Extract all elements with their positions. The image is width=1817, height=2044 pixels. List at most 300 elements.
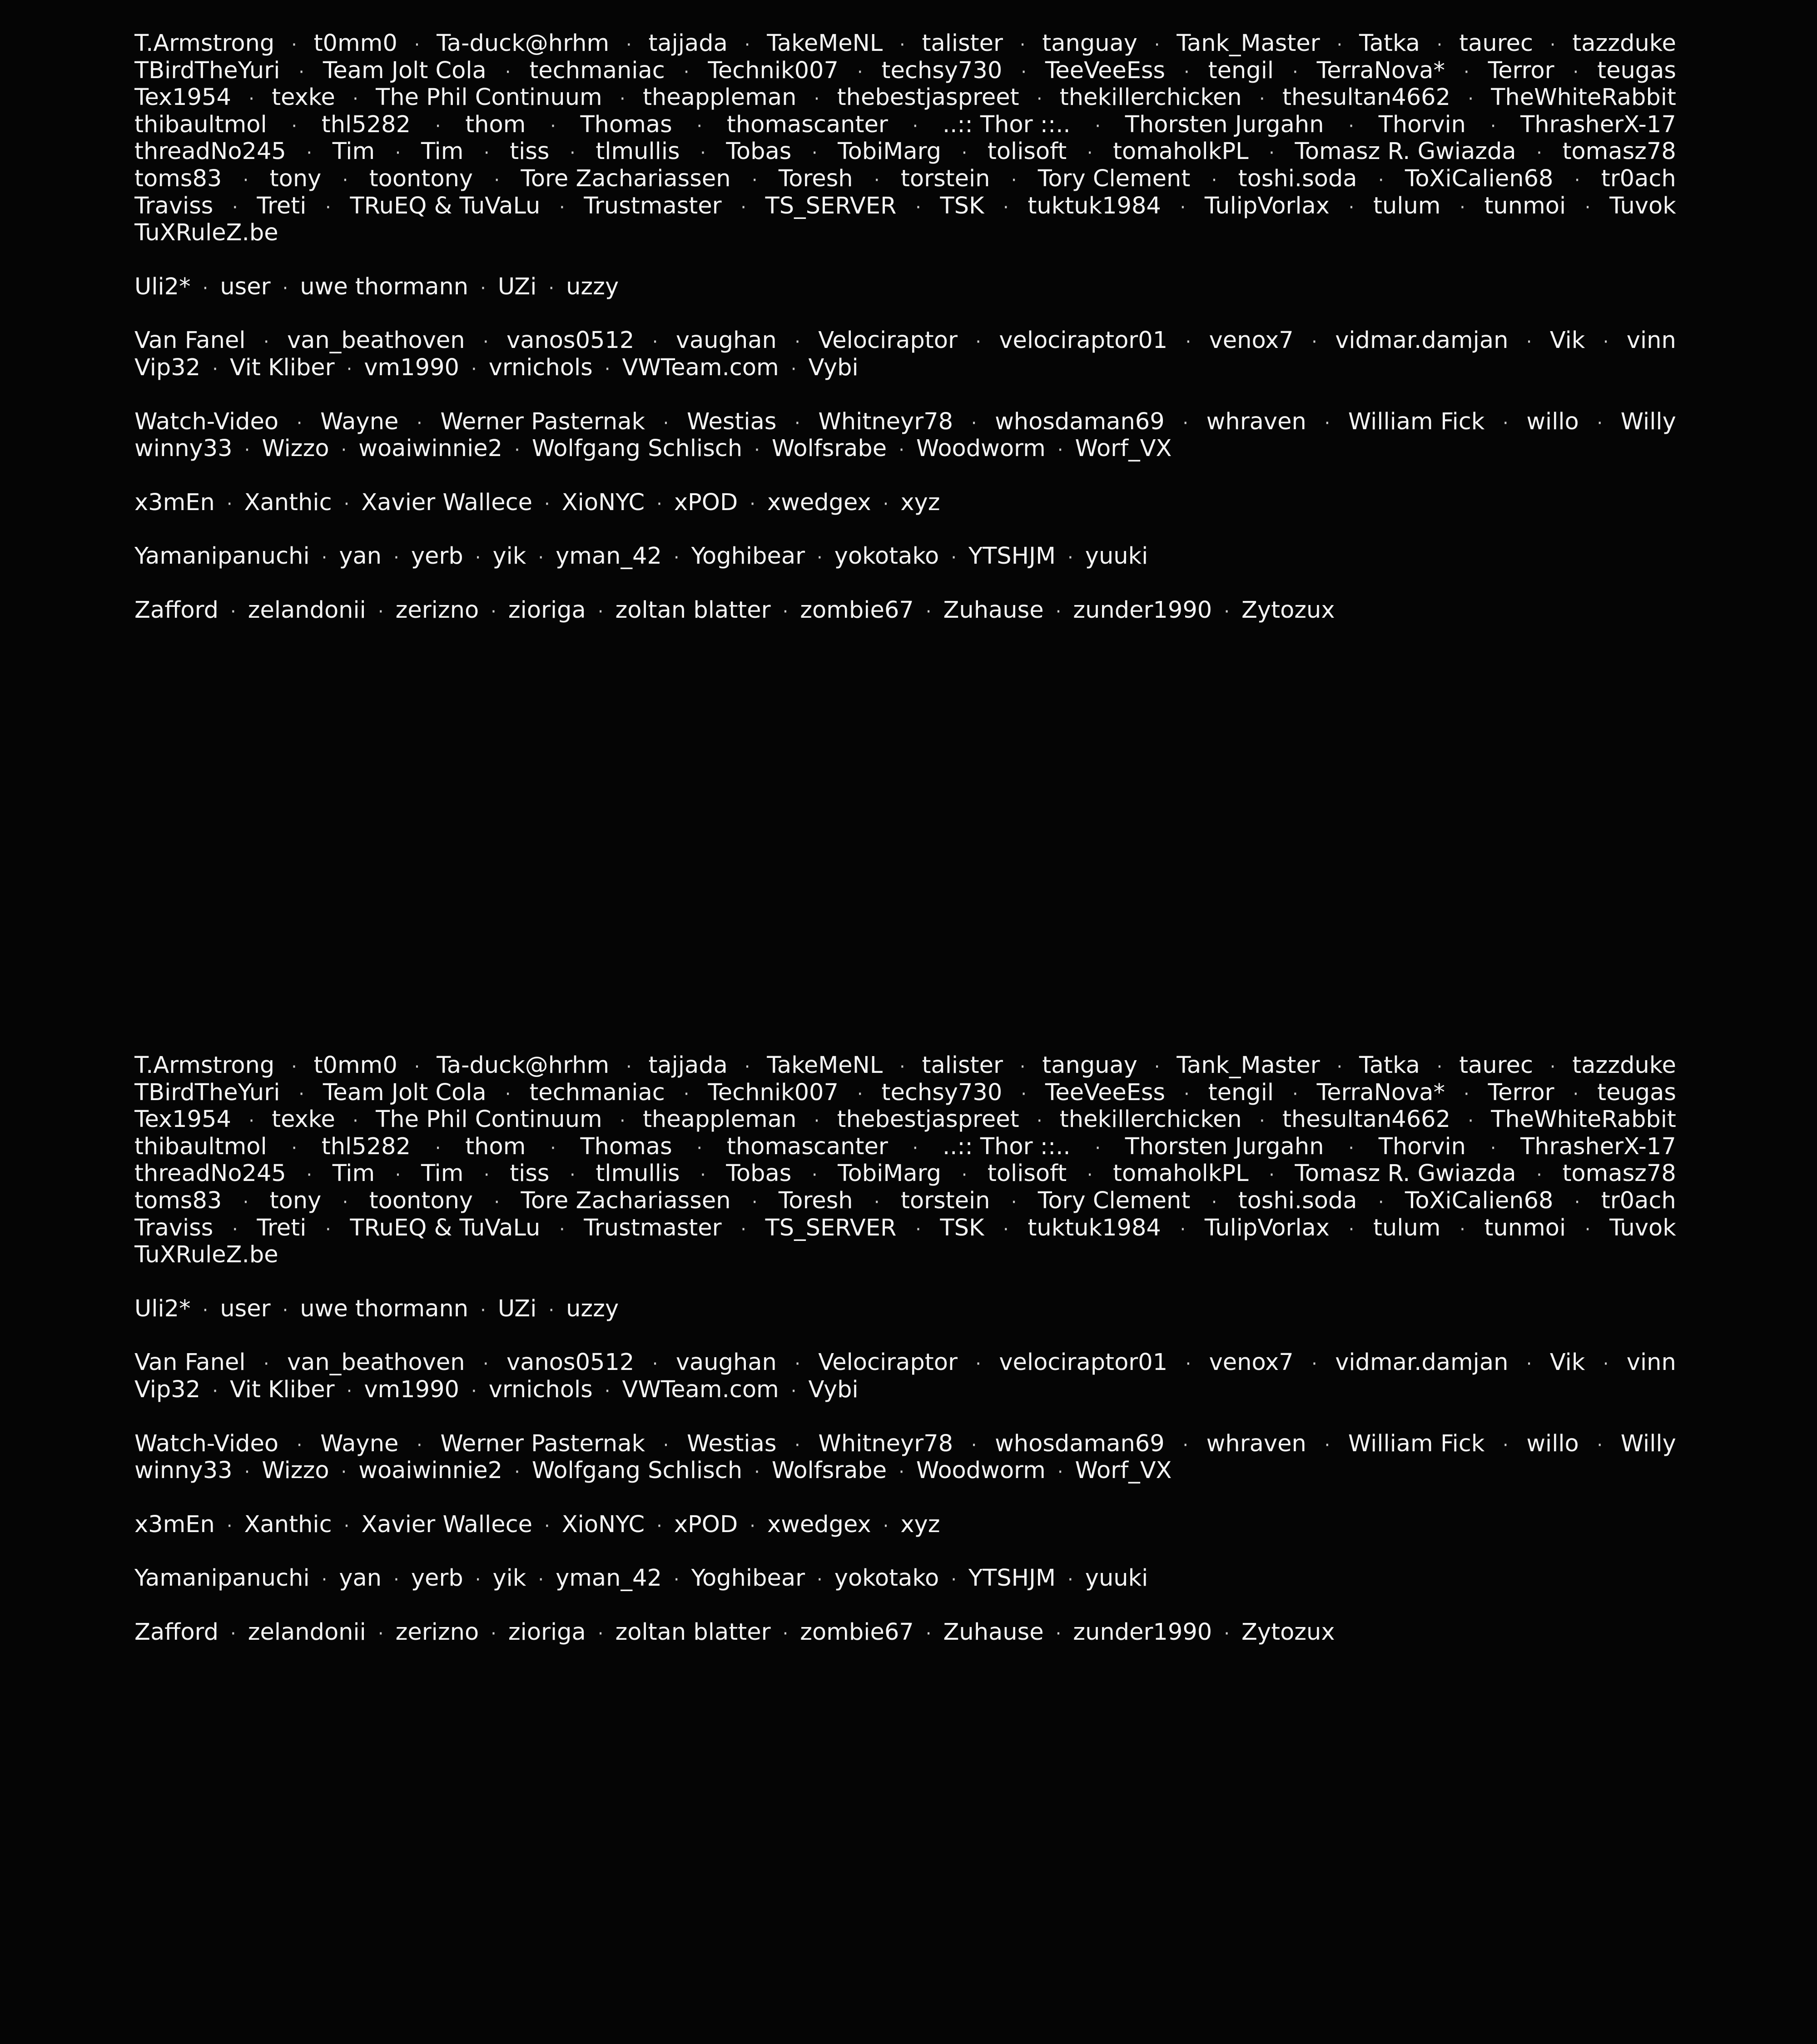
contributor-name: tiss (510, 138, 550, 165)
separator-dot: · (263, 1354, 269, 1375)
contributor-name: Vip32 (134, 354, 201, 381)
contributor-name: Tomasz R. Gwiazda (1295, 1160, 1516, 1187)
contributor-name: tomaholkPL (1113, 138, 1249, 165)
separator-dot: · (417, 1434, 422, 1456)
separator-dot: · (243, 1191, 249, 1213)
separator-dot: · (480, 278, 486, 299)
separator-dot: · (1460, 1219, 1465, 1240)
contributor-name: zioriga (508, 596, 586, 624)
separator-dot: · (505, 61, 511, 83)
contributor-name: TeeVeeEss (1045, 1079, 1166, 1106)
separator-dot: · (570, 143, 576, 164)
contributor-name: tlmullis (596, 138, 680, 165)
contributor-name: teugas (1597, 1079, 1676, 1106)
contributor-name: Tex1954 (134, 84, 231, 111)
separator-dot: · (514, 1462, 520, 1483)
contributor-name: Vybi (808, 1376, 859, 1403)
contributor-name: tomasz78 (1562, 1160, 1676, 1187)
contributor-name: Technik007 (708, 57, 839, 84)
separator-dot: · (915, 197, 921, 218)
contributor-name: Tobas (726, 1160, 792, 1187)
separator-dot: · (1502, 1434, 1509, 1456)
separator-dot: · (751, 169, 758, 191)
separator-dot: · (377, 1623, 384, 1644)
separator-dot: · (494, 169, 500, 191)
separator-dot: · (1463, 61, 1469, 83)
separator-dot: · (341, 440, 347, 461)
contributor-name: Watch-Video (134, 1430, 279, 1457)
separator-dot: · (971, 412, 977, 434)
contributor-name: William Fick (1348, 1430, 1485, 1457)
contributor-name: Zytozux (1241, 596, 1335, 624)
credits-row (134, 1079, 1676, 1106)
separator-dot: · (1003, 197, 1009, 218)
contributor-name: vinn (1626, 327, 1676, 354)
separator-dot: · (915, 1219, 921, 1240)
contributor-name: zelandonii (248, 1618, 366, 1646)
separator-dot: · (811, 1165, 818, 1186)
contributor-name: Whitneyr78 (818, 1430, 953, 1457)
credits-row (134, 1376, 1676, 1404)
contributor-name: theappleman (642, 84, 797, 111)
separator-dot: · (212, 358, 218, 380)
contributor-name: TSK (940, 192, 984, 219)
contributor-name: vaughan (675, 1349, 777, 1376)
contributor-name: Wayne (320, 408, 399, 435)
contributor-name: Werner Pasternak (440, 1430, 645, 1457)
credits-list (134, 1052, 1676, 1673)
contributor-name: zelandonii (248, 596, 366, 624)
separator-dot: · (341, 1462, 347, 1483)
separator-dot: · (696, 115, 703, 137)
separator-dot: · (395, 143, 401, 164)
contributor-name: TerraNova* (1316, 1079, 1445, 1106)
credits-row (134, 435, 1676, 462)
separator-dot: · (1269, 1165, 1275, 1186)
contributor-name: Wizzo (262, 435, 329, 462)
credits-group-w (134, 1430, 1676, 1484)
contributor-name: vm1990 (364, 354, 459, 381)
contributor-name: tuktuk1984 (1028, 1214, 1161, 1241)
separator-dot: · (1055, 601, 1062, 622)
credits-list (134, 30, 1676, 651)
contributor-name: van_beathoven (287, 327, 465, 354)
separator-dot: · (740, 1219, 746, 1240)
contributor-name: van_beathoven (287, 1349, 465, 1376)
separator-dot: · (754, 1462, 760, 1483)
credits-group-w (134, 408, 1676, 462)
separator-dot: · (604, 1380, 611, 1402)
separator-dot: · (1468, 1111, 1474, 1132)
contributor-name: user (220, 1295, 271, 1322)
contributor-name: xyz (900, 1511, 940, 1538)
contributor-name: x3mEn (134, 1511, 215, 1538)
separator-dot: · (538, 1569, 544, 1591)
contributor-name: The Phil Continuum (376, 84, 602, 111)
contributor-name: Thomas (580, 111, 672, 138)
contributor-name: whosdaman69 (995, 1430, 1165, 1457)
contributor-name: yan (339, 1565, 382, 1592)
separator-dot: · (794, 412, 800, 434)
contributor-name: TobiMarg (838, 1160, 942, 1187)
contributor-name: Thorsten Jurgahn (1125, 111, 1324, 138)
contributor-name: Van Fanel (134, 327, 246, 354)
separator-dot: · (352, 1111, 358, 1132)
contributor-name: Team Jolt Cola (323, 1079, 487, 1106)
contributor-name: yik (492, 1565, 526, 1592)
contributor-name: Traviss (134, 1214, 213, 1241)
separator-dot: · (673, 1569, 680, 1591)
contributor-name: Traviss (134, 192, 213, 219)
separator-dot: · (975, 1354, 982, 1375)
separator-dot: · (1536, 143, 1542, 164)
separator-dot: · (925, 601, 932, 622)
separator-dot: · (1095, 1137, 1101, 1159)
contributor-name: toshi.soda (1238, 1187, 1357, 1214)
contributor-name: talister (922, 30, 1003, 57)
contributor-name: velociraptor01 (999, 327, 1168, 354)
separator-dot: · (1603, 1354, 1609, 1375)
contributor-name: Zuhause (943, 596, 1044, 624)
credits-row (134, 138, 1676, 165)
credits-row (134, 1565, 1676, 1592)
separator-dot: · (750, 1515, 755, 1537)
contributor-name: winny33 (134, 435, 233, 462)
separator-dot: · (1292, 1083, 1298, 1105)
contributor-name: Woodworm (916, 435, 1046, 462)
separator-dot: · (306, 1165, 313, 1186)
separator-dot: · (1597, 412, 1603, 434)
separator-dot: · (550, 1137, 556, 1159)
separator-dot: · (393, 1569, 399, 1591)
contributor-name: uwe thormann (300, 273, 469, 300)
separator-dot: · (912, 115, 918, 137)
separator-dot: · (248, 1111, 254, 1132)
contributor-name: Thomas (580, 1133, 672, 1160)
separator-dot: · (395, 1165, 401, 1186)
contributor-name: tolisoft (987, 138, 1067, 165)
separator-dot: · (744, 35, 750, 55)
separator-dot: · (1584, 1219, 1591, 1240)
credits-group-z (134, 1619, 1676, 1646)
contributor-name: thom (465, 111, 526, 138)
separator-dot: · (1463, 1083, 1469, 1105)
contributor-name: Xavier Wallece (361, 489, 532, 516)
separator-dot: · (325, 197, 331, 218)
contributor-name: Yoghibear (691, 543, 805, 570)
credits-row (134, 273, 1676, 301)
contributor-name: Vybi (808, 354, 859, 381)
contributor-name: yman_42 (556, 1565, 662, 1592)
contributor-name: tengil (1208, 57, 1274, 84)
separator-dot: · (494, 1191, 500, 1213)
separator-dot: · (559, 1219, 565, 1240)
contributor-name: Whitneyr78 (818, 408, 953, 435)
separator-dot: · (1502, 412, 1509, 434)
separator-dot: · (874, 1191, 880, 1213)
credits-group-z (134, 597, 1676, 624)
separator-dot: · (377, 601, 384, 622)
separator-dot: · (1021, 61, 1027, 83)
separator-dot: · (325, 1219, 331, 1240)
separator-dot: · (346, 358, 352, 380)
contributor-name: xPOD (674, 1511, 738, 1538)
contributor-name: vm1990 (364, 1376, 459, 1403)
contributor-name: Thorsten Jurgahn (1125, 1133, 1324, 1160)
contributor-name: Xanthic (244, 1511, 332, 1538)
separator-dot: · (544, 493, 550, 515)
contributor-name: techmaniac (529, 57, 665, 84)
separator-dot: · (1597, 1434, 1603, 1456)
contributor-name: zombie67 (800, 596, 914, 624)
separator-dot: · (342, 169, 348, 191)
separator-dot: · (1095, 115, 1101, 137)
separator-dot: · (1348, 197, 1355, 218)
separator-dot: · (1348, 115, 1354, 137)
separator-dot: · (298, 1083, 304, 1105)
contributor-name: ThrasherX-17 (1520, 1133, 1676, 1160)
separator-dot: · (951, 1569, 957, 1591)
separator-dot: · (790, 358, 797, 380)
contributor-name: Ta-duck@hrhm (437, 1052, 610, 1079)
credits-panel-bottom (0, 1022, 1817, 2044)
contributor-name: yerb (411, 1565, 463, 1592)
separator-dot: · (491, 1623, 496, 1644)
separator-dot: · (514, 440, 520, 461)
credits-row (134, 193, 1676, 220)
separator-dot: · (899, 35, 905, 55)
separator-dot: · (683, 61, 690, 83)
contributor-name: thebestjaspreet (837, 84, 1019, 111)
separator-dot: · (1036, 89, 1043, 110)
separator-dot: · (1019, 35, 1026, 55)
contributor-name: tr0ach (1601, 165, 1676, 192)
separator-dot: · (291, 35, 297, 55)
contributor-name: Tank_Master (1177, 30, 1320, 57)
contributor-name: TS_SERVER (765, 192, 897, 219)
separator-dot: · (663, 412, 669, 434)
separator-dot: · (230, 1623, 236, 1644)
separator-dot: · (673, 547, 680, 569)
contributor-name: Tim (332, 138, 375, 165)
contributor-name: tolisoft (987, 1160, 1067, 1187)
separator-dot: · (482, 1354, 489, 1375)
contributor-name: Treti (257, 192, 307, 219)
credits-row (134, 1052, 1676, 1079)
separator-dot: · (857, 61, 863, 83)
separator-dot: · (782, 1623, 789, 1644)
separator-dot: · (740, 197, 746, 218)
separator-dot: · (1436, 35, 1443, 55)
contributor-name: toms83 (134, 1187, 222, 1214)
contributor-name: toontony (369, 1187, 473, 1214)
separator-dot: · (414, 1057, 420, 1077)
contributor-name: tiss (510, 1160, 550, 1187)
separator-dot: · (652, 332, 658, 353)
separator-dot: · (750, 493, 755, 515)
contributor-name: XioNYC (561, 1511, 645, 1538)
separator-dot: · (883, 493, 889, 515)
separator-dot: · (202, 1300, 209, 1321)
separator-dot: · (754, 440, 760, 461)
separator-dot: · (1184, 61, 1190, 83)
contributor-name: Vik (1549, 1349, 1585, 1376)
separator-dot: · (1087, 143, 1093, 164)
separator-dot: · (1549, 35, 1556, 55)
separator-dot: · (1536, 1165, 1542, 1186)
contributor-name: toshi.soda (1238, 165, 1357, 192)
contributor-name: Velociraptor (818, 1349, 958, 1376)
contributor-name: Yoghibear (691, 1565, 805, 1592)
contributor-name: Westias (687, 408, 777, 435)
contributor-name: Uli2* (134, 273, 191, 300)
separator-dot: · (857, 1083, 863, 1105)
separator-dot: · (544, 1515, 550, 1537)
separator-dot: · (1574, 169, 1580, 191)
credits-row (134, 30, 1676, 57)
credits-row (134, 1160, 1676, 1187)
contributor-name: torstein (900, 1187, 990, 1214)
contributor-name: Treti (257, 1214, 307, 1241)
contributor-name: Velociraptor (818, 327, 958, 354)
contributor-name: William Fick (1348, 408, 1485, 435)
separator-dot: · (751, 1191, 758, 1213)
contributor-name: thomascanter (726, 1133, 888, 1160)
separator-dot: · (570, 1165, 576, 1186)
contributor-name: vidmar.damjan (1335, 1349, 1509, 1376)
separator-dot: · (1067, 1569, 1073, 1591)
separator-dot: · (291, 115, 298, 137)
contributor-name: winny33 (134, 1457, 233, 1484)
separator-dot: · (1021, 1083, 1027, 1105)
contributor-name: ThrasherX-17 (1520, 111, 1676, 138)
credits-row (134, 57, 1676, 84)
contributor-name: Tory Clement (1038, 1187, 1191, 1214)
contributor-name: woaiwinnie2 (358, 435, 503, 462)
contributor-name: threadNo245 (134, 138, 286, 165)
contributor-name: Zuhause (943, 1618, 1044, 1646)
separator-dot: · (282, 1300, 288, 1321)
separator-dot: · (342, 1191, 348, 1213)
contributor-name: ToXiCalien68 (1405, 165, 1554, 192)
separator-dot: · (482, 332, 489, 353)
contributor-name: Watch-Video (134, 408, 279, 435)
separator-dot: · (538, 547, 544, 569)
separator-dot: · (548, 278, 555, 299)
separator-dot: · (291, 1057, 297, 1077)
contributor-name: x3mEn (134, 489, 215, 516)
separator-dot: · (899, 1462, 904, 1483)
contributor-name: Willy (1620, 408, 1676, 435)
contributor-name: TheWhiteRabbit (1491, 84, 1676, 111)
separator-dot: · (1490, 1137, 1496, 1159)
separator-dot: · (794, 332, 800, 353)
separator-dot: · (435, 115, 441, 137)
contributor-name: TSK (940, 1214, 984, 1241)
separator-dot: · (619, 89, 626, 110)
contributor-name: Yamanipanuchi (134, 543, 310, 570)
separator-dot: · (1211, 169, 1217, 191)
contributor-name: Tuvok (1609, 1214, 1676, 1241)
contributor-name: tomasz78 (1562, 138, 1676, 165)
contributor-name: t0mm0 (313, 1052, 397, 1079)
separator-dot: · (597, 601, 604, 622)
contributor-name: whosdaman69 (995, 408, 1165, 435)
credits-row (134, 165, 1676, 193)
contributor-name: zunder1990 (1073, 1618, 1212, 1646)
separator-dot: · (1019, 1057, 1026, 1077)
separator-dot: · (1182, 412, 1189, 434)
contributor-name: TulipVorlax (1204, 1214, 1330, 1241)
contributor-name: Zytozux (1241, 1618, 1335, 1646)
credits-row (134, 1457, 1676, 1484)
contributor-name: t0mm0 (313, 30, 397, 57)
separator-dot: · (1087, 1165, 1093, 1186)
contributor-name: vinn (1626, 1349, 1676, 1376)
separator-dot: · (346, 1380, 352, 1402)
contributor-name: YTSHJM (968, 1565, 1056, 1592)
separator-dot: · (480, 1300, 486, 1321)
contributor-name: willo (1526, 408, 1579, 435)
contributor-name: tazzduke (1572, 30, 1676, 57)
contributor-name: zombie67 (800, 1618, 914, 1646)
contributor-name: yokotako (834, 1565, 939, 1592)
contributor-name: toontony (369, 165, 473, 192)
contributor-name: Yamanipanuchi (134, 1565, 310, 1592)
contributor-name: venox7 (1209, 1349, 1294, 1376)
contributor-name: Ta-duck@hrhm (437, 30, 610, 57)
credits-group-x (134, 1511, 1676, 1538)
contributor-name: Thorvin (1378, 1133, 1466, 1160)
contributor-name: VWTeam.com (622, 1376, 779, 1403)
contributor-name: TakeMeNL (767, 30, 883, 57)
separator-dot: · (814, 1111, 820, 1132)
separator-dot: · (393, 547, 399, 569)
separator-dot: · (263, 332, 269, 353)
contributor-name: tulum (1373, 192, 1441, 219)
contributor-name: Tore Zachariassen (521, 1187, 731, 1214)
contributor-name: tony (269, 165, 322, 192)
separator-dot: · (1292, 61, 1298, 83)
contributor-name: Uli2* (134, 1295, 191, 1322)
contributor-name: Woodworm (916, 1457, 1046, 1484)
separator-dot: · (817, 1569, 823, 1591)
clipped-previous-line (134, 1022, 1676, 1023)
separator-dot: · (626, 1057, 632, 1077)
separator-dot: · (696, 1137, 703, 1159)
credits-group-t (134, 30, 1676, 247)
contributor-name: texke (272, 84, 335, 111)
credits-group-y (134, 543, 1676, 570)
separator-dot: · (899, 440, 904, 461)
contributor-name: Wayne (320, 1430, 399, 1457)
credits-row (134, 489, 1676, 516)
separator-dot: · (1603, 332, 1609, 353)
credits-row (134, 1295, 1676, 1323)
contributor-name: tajjada (648, 30, 728, 57)
separator-dot: · (1055, 1623, 1062, 1644)
contributor-name: The Phil Continuum (376, 1106, 602, 1133)
contributor-name: Thorvin (1378, 111, 1466, 138)
separator-dot: · (483, 143, 490, 164)
separator-dot: · (656, 1515, 662, 1537)
separator-dot: · (1436, 1057, 1443, 1077)
contributor-name: TerraNova* (1316, 57, 1445, 84)
contributor-name: user (220, 273, 271, 300)
contributor-name: zoltan blatter (615, 1618, 771, 1646)
separator-dot: · (656, 493, 662, 515)
contributor-name: tengil (1208, 1079, 1274, 1106)
